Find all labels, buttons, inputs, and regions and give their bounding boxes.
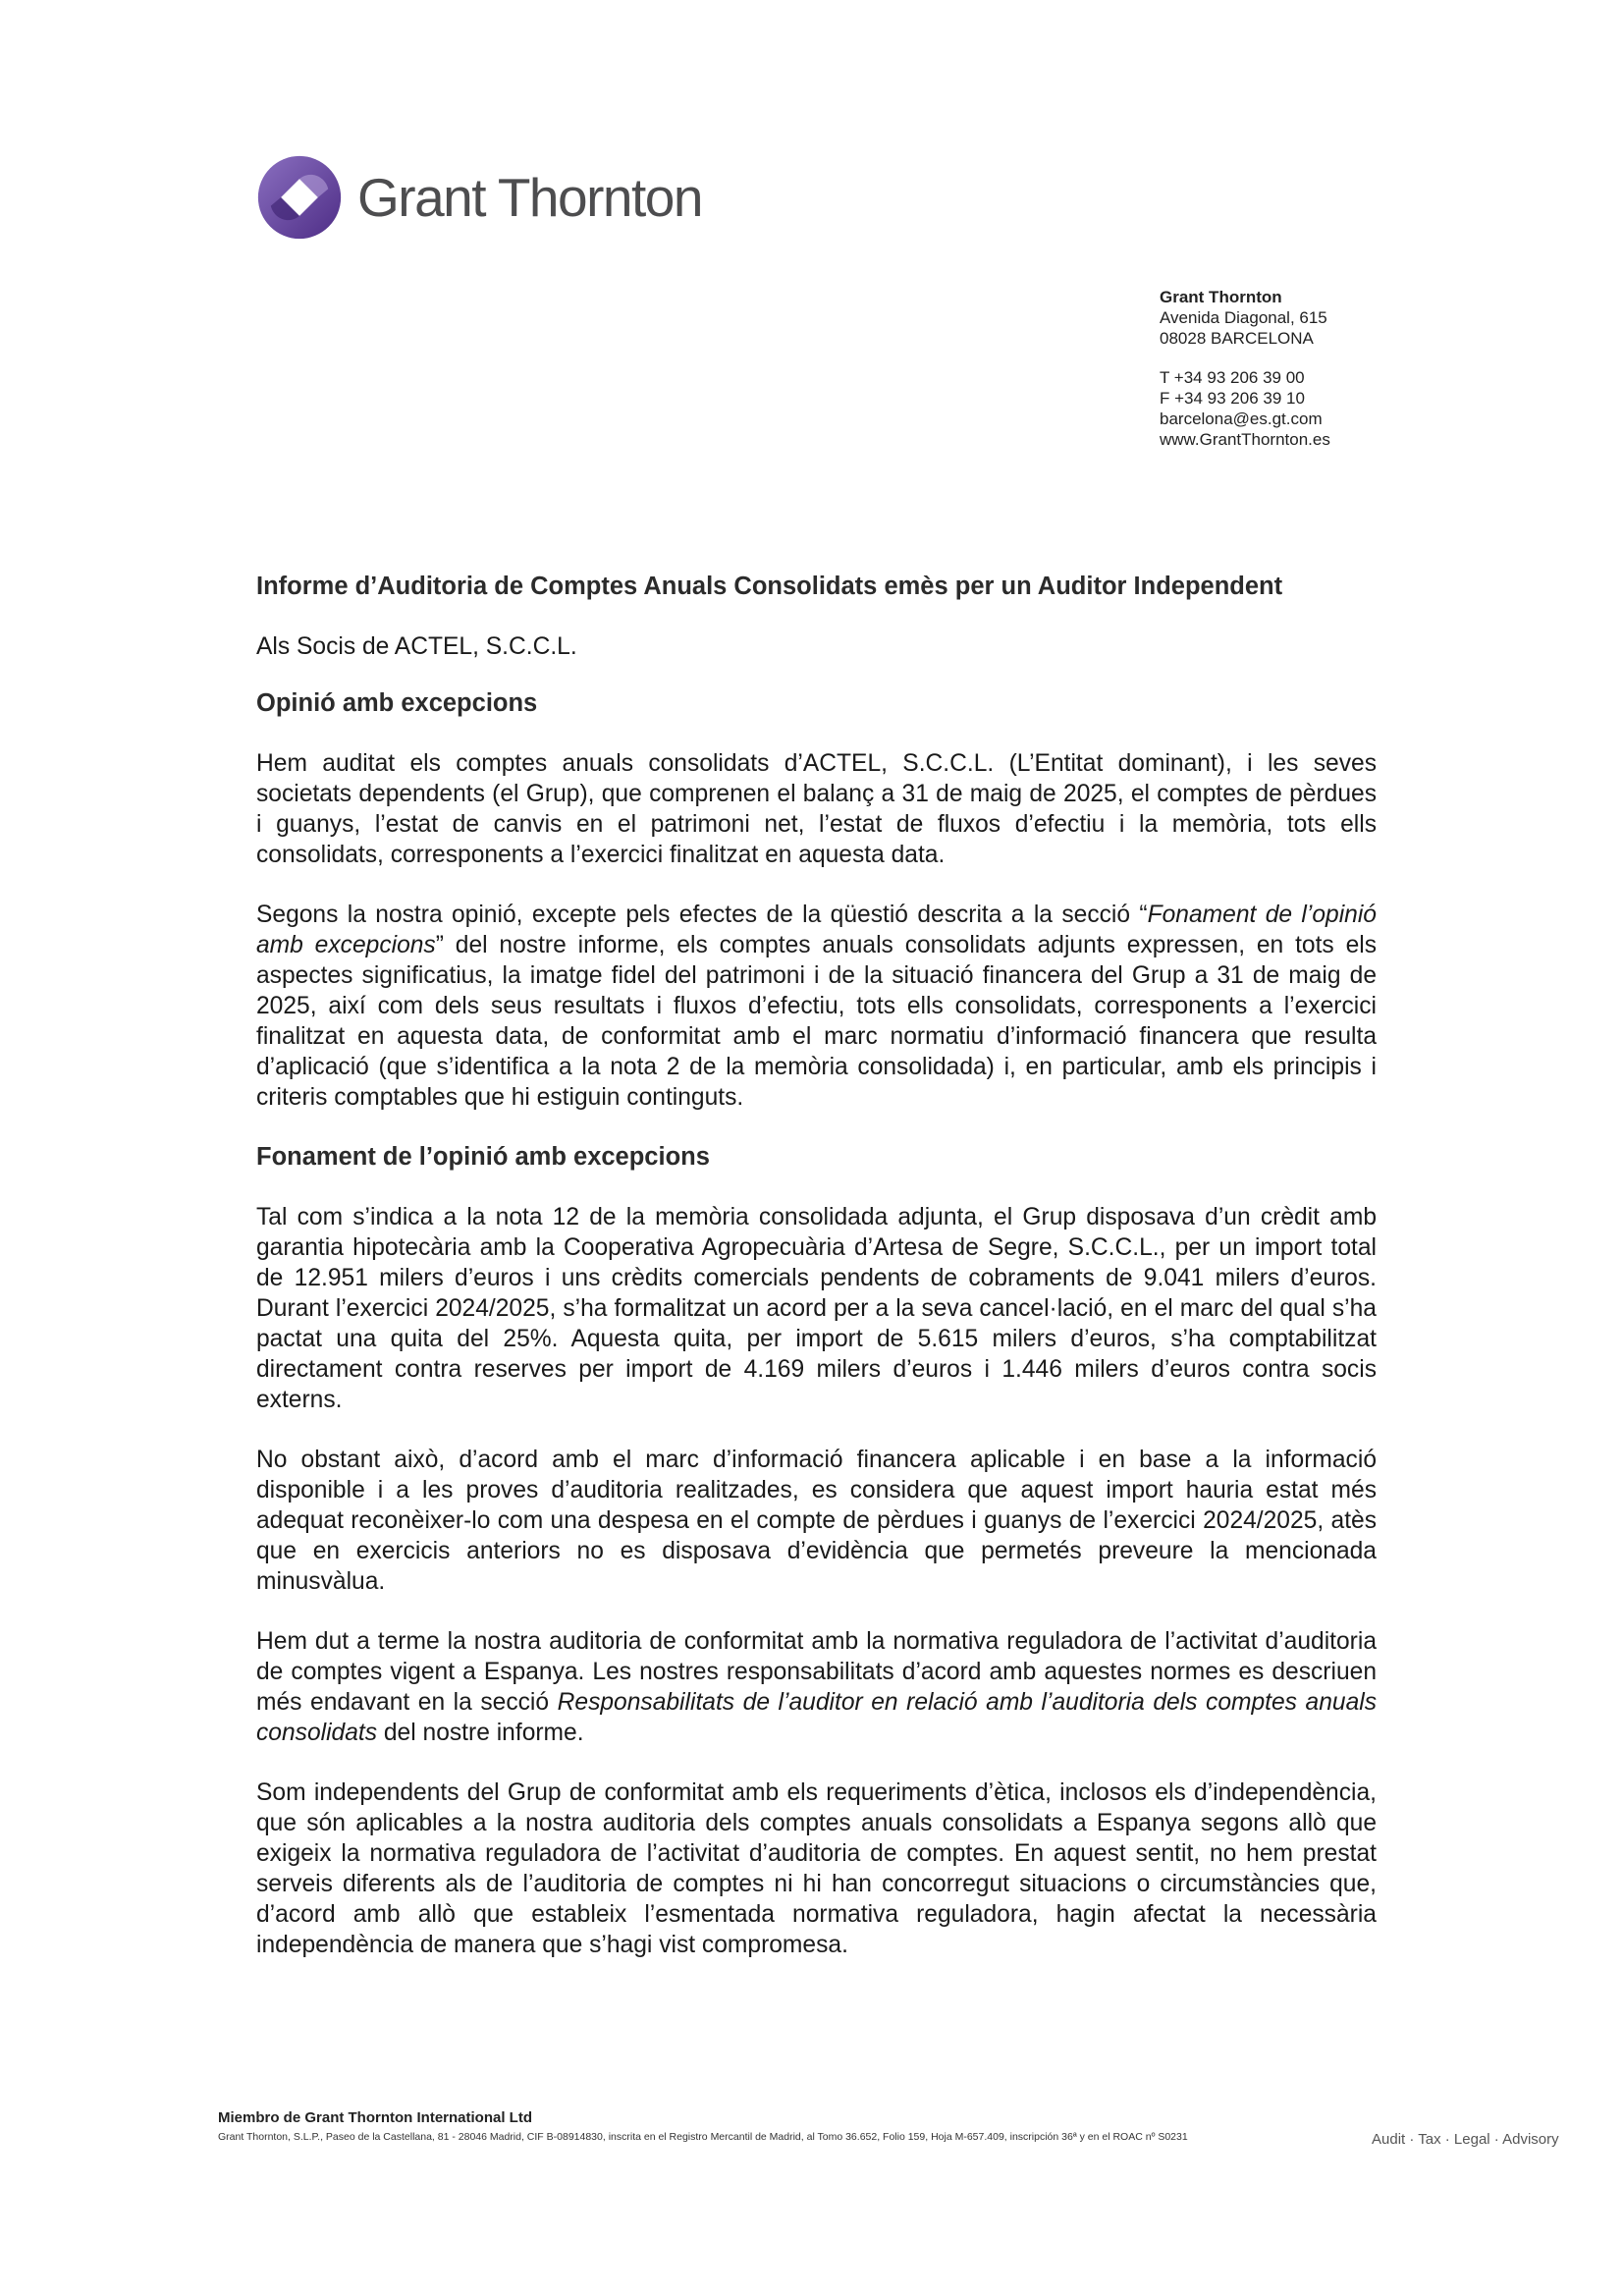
office-address-block: [1160, 287, 1330, 450]
paragraph-credit-note: Tal com s’indica a la nota 12 de la memòria consolidada adjunta, el Grup disposava d’un crèdit amb garantia hipotecària amb la Cooperativa Agropecuària d’Artesa de Segre, S.C.C.L., per un import total de 12.951 milers d’euros i uns crèdits comercials pendents de cobraments de 9.041 milers d’euros. Durant l’exercici 2024/2025, s’ha formalitzat un acord per a la seva cancel·lació, en el marc del qual s’ha pactat una quita del 25%. Aquesta quita, per import de 5.615 milers d’euros, s’ha comptabilitzat directament contra reserves per import de 4.169 milers d’euros i 1.446 milers d’euros contra socis externs.: [256, 1204, 1377, 1413]
report-body: [256, 572, 1377, 1990]
footer-legal-text: Grant Thornton, S.L.P., Paseo de la Castellana, 81 - 28046 Madrid, CIF B-08914830, inscrita en el Registro Mercantil de Madrid, al Tomo 36.652, Folio 159, Hoja M-657.409, inscripción 36ª y en el ROAC nº S0231: [218, 2131, 1188, 2143]
address-street: Avenida Diagonal, 615: [1160, 308, 1327, 327]
footer-member: Miembro de Grant Thornton International Ltd: [218, 2109, 532, 2126]
address-company-name: Grant Thornton: [1160, 288, 1282, 306]
address-website: www.GrantThornton.es: [1160, 430, 1330, 449]
address-fax: F +34 93 206 39 10: [1160, 389, 1305, 408]
footer-services: Audit · Tax · Legal · Advisory: [1372, 2131, 1559, 2148]
footer: [218, 2109, 1188, 2143]
paragraph-opinion-italic: Fonament de l’opinió amb excepcions: [256, 902, 1377, 958]
address-city: 08028 BARCELONA: [1160, 329, 1314, 348]
opinion-heading: Opinió amb excepcions: [256, 689, 538, 717]
paragraph-standards: Hem dut a terme la nostra auditoria de conformitat amb la normativa reguladora de l’activitat d’auditoria de comptes vigent a Espanya. Les nostres responsabilitats d’acord amb aquestes normes es descriuen més endavant en la secció Responsabilitats de l’auditor en relació amb l’auditoria dels comptes anuals consolidats del nostre informe.: [256, 1628, 1378, 1746]
address-email: barcelona@es.gt.com: [1160, 410, 1323, 428]
logo-wordmark: Grant Thornton: [357, 167, 702, 228]
basis-heading: Fonament de l’opinió amb excepcions: [256, 1143, 710, 1171]
paragraph-standards-italic: Responsabilitats de l’auditor en relació amb l’auditoria dels comptes anuals consolidats: [256, 1689, 1378, 1746]
greeting: Als Socis de ACTEL, S.C.C.L.: [256, 633, 577, 660]
grant-thornton-logo: [257, 155, 702, 240]
grant-thornton-logo-icon: [257, 155, 342, 240]
paragraph-however: No obstant això, d’acord amb el marc d’informació financera aplicable i en base a la informació disponible i a les proves d’auditoria realitzades, es considera que aquest import hauria estat més adequat reconèixer-lo com una despesa en el compte de pèrdues i guanys de l’exercici 2024/2025, atès que en exercicis anteriors no es disposava d’evidència que permetés preveure la mencionada minusvàlua.: [256, 1447, 1377, 1595]
report-title: Informe d’Auditoria de Comptes Anuals Consolidats emès per un Auditor Independent: [256, 573, 1283, 600]
paragraph-independence: Som independents del Grup de conformitat amb els requeriments d’ètica, inclosos els d’independència, que són aplicables a la nostra auditoria dels comptes anuals consolidats a Espanya segons allò que exigeix la normativa reguladora de l’activitat d’auditoria de comptes. En aquest sentit, no hem prestat serveis diferents als de l’auditoria de comptes ni hi han concorregut situacions o circumstàncies que, d’acord amb allò que estableix l’esmentada normativa reguladora, hagin afectat la necessària independència de manera que s’hagi vist compromesa.: [256, 1779, 1377, 1958]
paragraph-audit-scope: Hem auditat els comptes anuals consolidats d’ACTEL, S.C.C.L. (L’Entitat dominant), i les seves societats dependents (el Grup), que comprenen el balanç a 31 de maig de 2025, el comptes de pèrdues i guanys, l’estat de canvis en el patrimoni net, l’estat de fluxos d’efectiu i la memòria, tots ells consolidats, corresponents a l’exercici finalitzat en aquesta data.: [256, 750, 1377, 868]
address-phone: T +34 93 206 39 00: [1160, 368, 1305, 387]
paragraph-opinion: Segons la nostra opinió, excepte pels efectes de la qüestió descrita a la secció “Fonament de l’opinió amb excepcions” del nostre informe, els comptes anuals consolidats adjunts expressen, en tots els aspectes significatius, la imatge fidel del patrimoni i de la situació financera del Grup a 31 de maig de 2025, així com dels seus resultats i fluxos d’efectiu, tots ells consolidats, corresponents a l’exercici finalitzat en aquesta data, de conformitat amb el marc normatiu d’informació financera que resulta d’aplicació (que s’identifica a la nota 2 de la memòria consolidada) i, en particular, amb els principis i criteris comptables que hi estiguin continguts.: [256, 902, 1378, 1111]
